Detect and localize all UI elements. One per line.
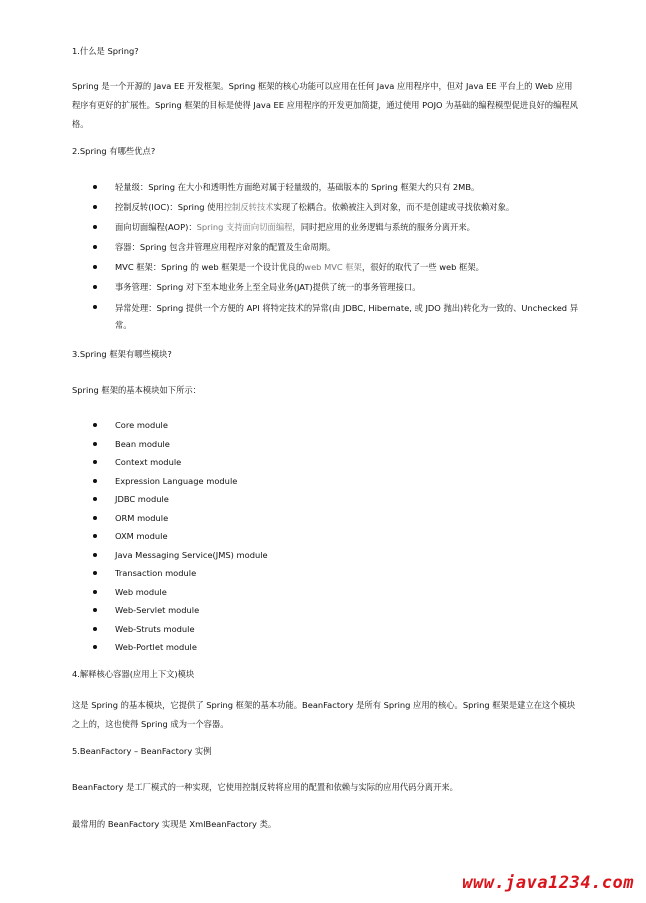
list-item: Web-Servlet module (72, 603, 580, 618)
list-item: Expression Language module (72, 474, 580, 489)
list-item: ORM module (72, 511, 580, 526)
section-4-heading: 4.解释核心容器(应用上下文)模块 (72, 669, 195, 680)
section-3-heading: 3.Spring 框架有哪些模块? (72, 348, 172, 359)
list-item: Web-Struts module (72, 622, 580, 637)
list-item: JDBC module (72, 492, 580, 507)
section-2-heading: 2.Spring 有哪些优点? (72, 146, 156, 157)
list-item: Core module (72, 418, 580, 433)
list-item: 面向切面编程(AOP)：Spring 支持面向切面编程，同时把应用的业务逻辑与系统的服务分离开来。 (72, 220, 580, 235)
list-item: Web-Portlet module (72, 640, 580, 655)
list-item: Java Messaging Service(JMS) module (72, 548, 580, 563)
list-item: 轻量级：Spring 在大小和透明性方面绝对属于轻量级的，基础版本的 Spring 框架大约只有 2MB。 (72, 180, 580, 195)
list-item: MVC 框架：Spring 的 web 框架是一个设计优良的web MVC 框架，很好的取代了一些 web 框架。 (72, 260, 580, 275)
list-item: 异常处理：Spring 提供一个方便的 API 将特定技术的异常(由 JDBC, Hibernate, 或 JDO 抛出)转化为一致的、Unchecked 异常。 (72, 300, 580, 334)
document-page (72, 40, 580, 829)
section-3-intro: Spring 框架的基本模块如下所示： (72, 385, 201, 396)
modules-list (72, 418, 580, 655)
list-item: Bean module (72, 437, 580, 452)
site-watermark: www.java1234.com (462, 873, 634, 893)
list-item: Web module (72, 585, 580, 600)
advantages-list (72, 180, 580, 334)
list-item: Context module (72, 455, 580, 470)
list-item: OXM module (72, 529, 580, 544)
section-5-paragraph: BeanFactory 是工厂模式的一种实现，它使用控制反转将应用的配置和依赖与实际的应用代码分离开来。 (72, 782, 458, 793)
section-5-paragraph-2: 最常用的 BeanFactory 实现是 XmlBeanFactory 类。 (72, 818, 277, 829)
section-5-heading: 5.BeanFactory – BeanFactory 实例 (72, 745, 212, 756)
list-item: Transaction module (72, 566, 580, 581)
section-1-heading: 1.什么是 Spring? (72, 46, 139, 56)
list-item: 控制反转(IOC)：Spring 使用控制反转技术实现了松耦合。依赖被注入到对象，而不是创建或寻找依赖对象。 (72, 200, 580, 215)
section-4-paragraph: 这是 Spring 的基本模块，它提供了 Spring 框架的基本功能。BeanFactory 是所有 Spring 应用的核心。Spring 框架是建立在这个模块之上的，这也使得 Spring 成为一个容器。 (72, 699, 576, 729)
list-item: 事务管理：Spring 对下至本地业务上至全局业务(JAT)提供了统一的事务管理接口。 (72, 280, 580, 295)
section-1-paragraph: Spring 是一个开源的 Java EE 开发框架。Spring 框架的核心功能可以应用在任何 Java 应用程序中，但对 Java EE 平台上的 Web 应用程序有更好的扩展性。Spring 框架的目标是使得 Java EE 应用程序的开发更加简捷，通过使用 POJO 为基础的编程模型促进良好的编程风格。 (72, 81, 578, 130)
list-item: 容器：Spring 包含并管理应用程序对象的配置及生命周期。 (72, 240, 580, 255)
